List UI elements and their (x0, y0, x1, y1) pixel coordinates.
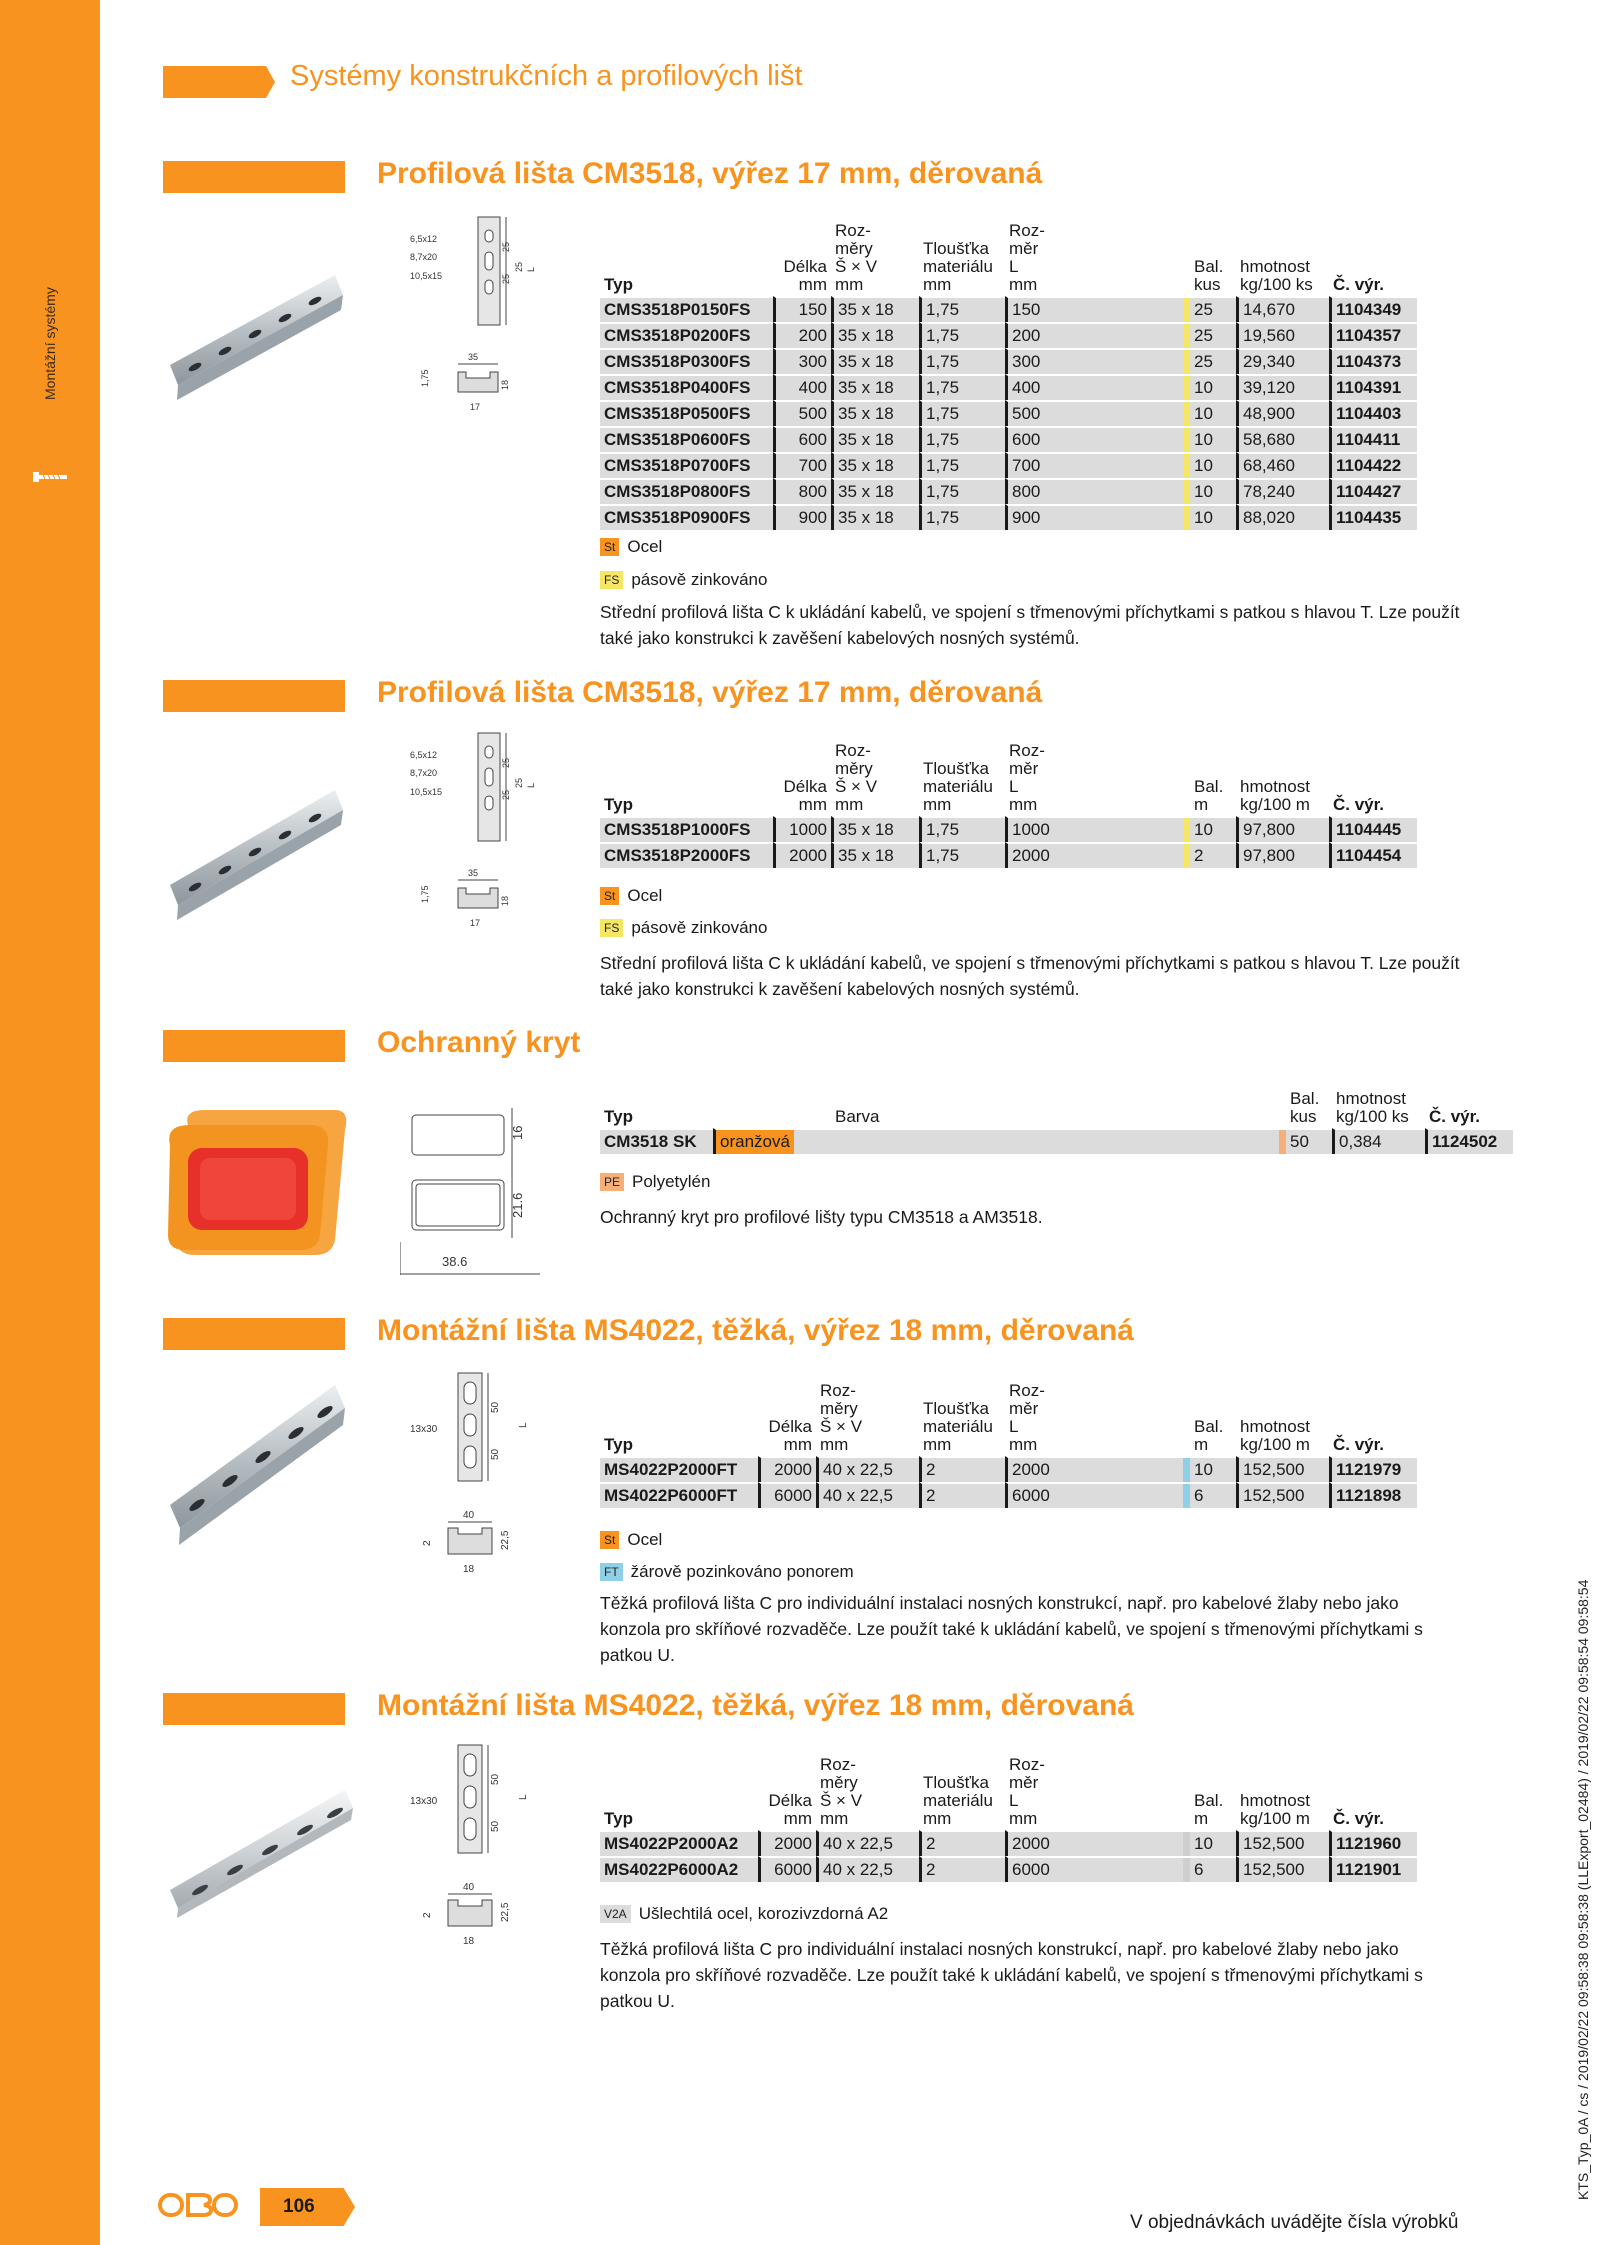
table-row (600, 1856, 1417, 1882)
table-row (600, 478, 1417, 504)
material-label: pásově zinkováno (631, 570, 768, 589)
table-row (600, 374, 1417, 400)
end-cap-technical-drawing (400, 1090, 550, 1280)
cell-article: 1104411 (1329, 426, 1417, 452)
col-length: Délka mm (768, 1791, 812, 1828)
cell-dimensions: 40 x 22,5 (816, 1856, 919, 1882)
svg-text:50: 50 (490, 1448, 501, 1460)
cell-mark (1183, 322, 1190, 348)
cell-pack: 10 (1190, 374, 1236, 400)
cell-dimensions: 35 x 18 (831, 452, 919, 478)
cell-article: 1104357 (1329, 322, 1417, 348)
cell-pack: 10 (1190, 1830, 1236, 1856)
svg-text:50: 50 (490, 1773, 501, 1785)
col-type: Typ (604, 1809, 633, 1828)
table-row (600, 842, 1417, 868)
cell-article: 1121898 (1329, 1482, 1417, 1508)
material-legend (600, 1530, 662, 1550)
svg-text:18: 18 (463, 1936, 475, 1947)
cell-mark (1183, 816, 1190, 842)
svg-text:50: 50 (490, 1820, 501, 1832)
material-label: pásově zinkováno (631, 918, 768, 937)
cell-weight: 19,560 (1236, 322, 1329, 348)
cell-thickness: 2 (919, 1456, 1005, 1482)
cell-type: MS4022P2000FT (600, 1456, 758, 1482)
cell-mark (1183, 478, 1190, 504)
rail-technical-drawing (408, 212, 543, 427)
cell-thickness: 1,75 (919, 348, 1005, 374)
svg-text:40: 40 (463, 1882, 475, 1893)
material-legend (600, 918, 767, 938)
material-label: žárově pozinkováno ponorem (630, 1562, 854, 1581)
cell-type: CMS3518P0300FS (600, 348, 773, 374)
cell-length: 2000 (758, 1830, 816, 1856)
cell-weight: 152,500 (1236, 1830, 1329, 1856)
cell-article: 1104391 (1329, 374, 1417, 400)
material-legend (600, 1904, 888, 1924)
svg-text:10,5x15: 10,5x15 (410, 271, 443, 281)
material-label: Polyetylén (632, 1172, 711, 1191)
cell-length: 200 (773, 322, 831, 348)
svg-text:8,7x20: 8,7x20 (410, 252, 438, 262)
cell-size: 6000 (1005, 1482, 1183, 1508)
svg-text:L: L (518, 1794, 529, 1800)
cell-type: CMS3518P0700FS (600, 452, 773, 478)
cell-pack: 10 (1190, 504, 1236, 530)
cell-dimensions: 35 x 18 (831, 842, 919, 868)
cell-type: CMS3518P0900FS (600, 504, 773, 530)
cell-length: 400 (773, 374, 831, 400)
table-row (600, 426, 1417, 452)
section-tab (163, 161, 345, 193)
material-legend (600, 1172, 710, 1192)
cell-type: CMS3518P0200FS (600, 322, 773, 348)
cell-mark (1183, 374, 1190, 400)
cell-type: CMS3518P0400FS (600, 374, 773, 400)
cell-size: 700 (1005, 452, 1183, 478)
cell-mark (1183, 296, 1190, 322)
col-type: Typ (604, 795, 633, 814)
cell-type: CMS3518P0600FS (600, 426, 773, 452)
svg-text:25: 25 (501, 241, 511, 252)
cell-length: 900 (773, 504, 831, 530)
col-thickness: Tloušťka materiálu mm (923, 1399, 993, 1454)
cell-mark (1183, 842, 1190, 868)
table-row (600, 296, 1417, 322)
material-label: Ocel (627, 1530, 663, 1549)
cell-thickness: 1,75 (919, 400, 1005, 426)
rail-photo (165, 270, 345, 420)
material-legend (600, 570, 767, 590)
rail-photo (165, 1380, 345, 1550)
cell-thickness: 1,75 (919, 504, 1005, 530)
cell-mark (1183, 1456, 1190, 1482)
svg-text:L: L (518, 1422, 529, 1428)
svg-text:2: 2 (422, 1540, 433, 1546)
cell-dimensions: 35 x 18 (831, 296, 919, 322)
material-code: St (600, 538, 619, 556)
obo-logo (158, 2192, 238, 2218)
col-size: Roz- měr L mm (1009, 1755, 1045, 1828)
cell-type: MS4022P2000A2 (600, 1830, 758, 1856)
product-table (600, 1090, 1513, 1154)
product-description: Střední profilová lišta C k ukládání kabelů, ve spojení s třmenovými příchytkami s patkou s hlavou T. Lze použít také jako konstrukci k zavěšení kabelových nosných systémů. (600, 953, 1460, 999)
material-code: V2A (600, 1905, 631, 1923)
section-title: Montážní lišta MS4022, těžká, výřez 18 mm, děrovaná (377, 1314, 1134, 1347)
product-description: Těžká profilová lišta C pro individuální instalaci nosných konstrukcí, např. pro kabelové žlaby nebo jako konzola pro skříňové rozvaděče. Lze použít také k ukládání kabelů, ve spojení s třmenovými příchytkami s patkou U. (600, 1939, 1423, 2011)
col-thickness: Tloušťka materiálu mm (923, 239, 993, 294)
col-weight: hmotnost kg/100 m (1240, 777, 1310, 814)
product-table (600, 1382, 1417, 1508)
cell-weight: 97,800 (1236, 816, 1329, 842)
svg-text:35: 35 (468, 868, 479, 878)
table-row (600, 400, 1417, 426)
table-row (600, 504, 1417, 530)
header-tab (163, 66, 275, 98)
cell-dimensions: 40 x 22,5 (816, 1482, 919, 1508)
cell-thickness: 1,75 (919, 452, 1005, 478)
cell-length: 600 (773, 426, 831, 452)
table-row (600, 1830, 1417, 1856)
col-pack: Bal. kus (1194, 257, 1224, 294)
cell-article: 1104422 (1329, 452, 1417, 478)
cell-mark (1183, 452, 1190, 478)
cell-size: 2000 (1005, 1830, 1183, 1856)
section-tab (163, 680, 345, 712)
section-title: Montážní lišta MS4022, těžká, výřez 18 mm, děrovaná (377, 1689, 1134, 1722)
cell-size: 500 (1005, 400, 1183, 426)
cell-type: CMS3518P1000FS (600, 816, 773, 842)
cell-length: 150 (773, 296, 831, 322)
section-title: Profilová lišta CM3518, výřez 17 mm, děrovaná (377, 157, 1043, 190)
svg-text:6,5x12: 6,5x12 (410, 750, 438, 760)
col-weight: hmotnost kg/100 ks (1336, 1089, 1409, 1126)
product-description: Ochranný kryt pro profilové lišty typu CM3518 a AM3518. (600, 1207, 1043, 1227)
svg-text:10,5x15: 10,5x15 (410, 787, 443, 797)
cell-mark (1183, 504, 1190, 530)
col-type: Typ (604, 1107, 633, 1126)
cell-dimensions: 40 x 22,5 (816, 1830, 919, 1856)
footer-note: V objednávkách uvádějte čísla výrobků (1130, 2212, 1459, 2233)
cell-weight: 152,500 (1236, 1456, 1329, 1482)
col-thickness: Tloušťka materiálu mm (923, 759, 993, 814)
cell-mark (1183, 400, 1190, 426)
col-pack: Bal. m (1194, 1791, 1224, 1828)
cell-weight: 0,384 (1332, 1128, 1425, 1154)
cell-length: 300 (773, 348, 831, 374)
cell-article: 1104427 (1329, 478, 1417, 504)
svg-text:6,5x12: 6,5x12 (410, 234, 438, 244)
col-weight: hmotnost kg/100 m (1240, 1791, 1310, 1828)
cell-pack: 6 (1190, 1482, 1236, 1508)
cell-weight: 152,500 (1236, 1482, 1329, 1508)
cell-pack: 10 (1190, 816, 1236, 842)
col-article: Č. výr. (1429, 1107, 1481, 1126)
table-row (600, 1128, 1513, 1154)
cell-mark (1183, 1482, 1190, 1508)
cell-article: 1104445 (1329, 816, 1417, 842)
cell-pack: 6 (1190, 1856, 1236, 1882)
table-row (600, 452, 1417, 478)
cell-type: MS4022P6000FT (600, 1482, 758, 1508)
rail-technical-drawing (408, 1740, 543, 1955)
cell-dimensions: 35 x 18 (831, 478, 919, 504)
cell-article: 1104373 (1329, 348, 1417, 374)
page-header-title: Systémy konstrukčních a profilových lišt (290, 60, 803, 92)
svg-text:35: 35 (468, 352, 479, 362)
svg-text:50: 50 (490, 1401, 501, 1413)
cell-article: 1121960 (1329, 1830, 1417, 1856)
cell-length: 6000 (758, 1482, 816, 1508)
col-weight: hmotnost kg/100 ks (1240, 257, 1313, 294)
svg-text:13x30: 13x30 (410, 1796, 438, 1807)
section-tab (163, 1318, 345, 1350)
cell-mark (1183, 1830, 1190, 1856)
cell-thickness: 2 (919, 1856, 1005, 1882)
cell-weight: 39,120 (1236, 374, 1329, 400)
cell-article: 1124502 (1425, 1128, 1513, 1154)
cell-type: CMS3518P0500FS (600, 400, 773, 426)
svg-text:25: 25 (514, 777, 524, 788)
cell-size: 1000 (1005, 816, 1183, 842)
col-pack: Bal. kus (1290, 1089, 1320, 1126)
page-number: 106 (283, 2196, 315, 2217)
col-type: Typ (604, 1435, 633, 1454)
svg-text:L: L (526, 782, 536, 788)
col-color: Barva (835, 1107, 880, 1126)
cell-thickness: 2 (919, 1482, 1005, 1508)
svg-text:18: 18 (463, 1564, 475, 1575)
cell-article: 1104435 (1329, 504, 1417, 530)
cell-weight: 78,240 (1236, 478, 1329, 504)
material-legend (600, 537, 662, 557)
col-length: Délka mm (783, 257, 827, 294)
product-table (600, 1756, 1417, 1882)
svg-text:1,75: 1,75 (420, 885, 430, 903)
cell-size: 900 (1005, 504, 1183, 530)
cell-dimensions: 35 x 18 (831, 426, 919, 452)
col-size: Roz- měr L mm (1009, 221, 1045, 294)
cell-size: 300 (1005, 348, 1183, 374)
cell-weight: 48,900 (1236, 400, 1329, 426)
cell-type: CMS3518P0800FS (600, 478, 773, 504)
svg-text:38.6: 38.6 (442, 1254, 468, 1269)
material-code: St (600, 887, 619, 905)
col-size: Roz- měr L mm (1009, 741, 1045, 814)
cell-thickness: 2 (919, 1830, 1005, 1856)
svg-text:25: 25 (501, 789, 511, 800)
cell-length: 6000 (758, 1856, 816, 1882)
rail-technical-drawing (408, 728, 543, 943)
cell-thickness: 1,75 (919, 842, 1005, 868)
material-legend (600, 886, 662, 906)
cell-dimensions: 35 x 18 (831, 816, 919, 842)
svg-text:2: 2 (422, 1912, 433, 1918)
cell-article: 1121979 (1329, 1456, 1417, 1482)
cell-length: 800 (773, 478, 831, 504)
cell-length: 700 (773, 452, 831, 478)
section-title: Profilová lišta CM3518, výřez 17 mm, děrovaná (377, 676, 1043, 709)
col-dimensions: Roz- měry Š × V mm (820, 1755, 863, 1828)
cell-size: 150 (1005, 296, 1183, 322)
svg-text:25: 25 (501, 757, 511, 768)
rail-technical-drawing (408, 1368, 543, 1583)
svg-text:22,5: 22,5 (500, 1902, 511, 1922)
cell-dimensions: 35 x 18 (831, 322, 919, 348)
col-thickness: Tloušťka materiálu mm (923, 1773, 993, 1828)
table-row (600, 348, 1417, 374)
cell-pack: 10 (1190, 478, 1236, 504)
col-pack: Bal. m (1194, 777, 1224, 814)
cell-thickness: 1,75 (919, 374, 1005, 400)
svg-text:17: 17 (470, 918, 481, 928)
material-legend (600, 1562, 854, 1582)
cell-pack: 25 (1190, 322, 1236, 348)
svg-text:40: 40 (463, 1510, 475, 1521)
svg-text:25: 25 (501, 273, 511, 284)
col-dimensions: Roz- měry Š × V mm (835, 741, 878, 814)
cell-weight: 152,500 (1236, 1856, 1329, 1882)
col-length: Délka mm (783, 777, 827, 814)
table-row (600, 816, 1417, 842)
product-table (600, 222, 1417, 530)
table-row (600, 1456, 1417, 1482)
cell-weight: 29,340 (1236, 348, 1329, 374)
cell-type: CM3518 SK (600, 1128, 713, 1154)
section-tab (163, 1030, 345, 1062)
col-dimensions: Roz- měry Š × V mm (820, 1381, 863, 1454)
svg-text:16: 16 (510, 1125, 525, 1140)
cell-mark (1183, 1856, 1190, 1882)
product-table (600, 742, 1417, 868)
cell-length: 2000 (773, 842, 831, 868)
cell-article: 1104403 (1329, 400, 1417, 426)
cell-size: 2000 (1005, 842, 1183, 868)
col-type: Typ (604, 275, 633, 294)
svg-text:L: L (526, 266, 536, 272)
cell-thickness: 1,75 (919, 816, 1005, 842)
material-code: St (600, 1531, 619, 1549)
material-code: FT (600, 1563, 623, 1581)
cell-thickness: 1,75 (919, 426, 1005, 452)
cell-length: 1000 (773, 816, 831, 842)
cell-article: 1121901 (1329, 1856, 1417, 1882)
cell-thickness: 1,75 (919, 478, 1005, 504)
cell-mark (1183, 426, 1190, 452)
svg-text:21.6: 21.6 (510, 1192, 525, 1218)
table-row (600, 1482, 1417, 1508)
cell-mark (1183, 348, 1190, 374)
cell-dimensions: 40 x 22,5 (816, 1456, 919, 1482)
material-code: FS (600, 919, 623, 937)
col-article: Č. výr. (1333, 1809, 1385, 1828)
cell-dimensions: 35 x 18 (831, 400, 919, 426)
cell-pack: 10 (1190, 400, 1236, 426)
material-label: Ocel (627, 537, 663, 556)
cell-article: 1104454 (1329, 842, 1417, 868)
cell-weight: 88,020 (1236, 504, 1329, 530)
col-article: Č. výr. (1333, 275, 1385, 294)
cell-size: 6000 (1005, 1856, 1183, 1882)
cell-length: 500 (773, 400, 831, 426)
svg-text:13x30: 13x30 (410, 1424, 438, 1435)
svg-text:8,7x20: 8,7x20 (410, 768, 438, 778)
rail-photo (165, 775, 345, 925)
sidebar-label: Montážní systémy (42, 287, 58, 400)
rail-photo (165, 1780, 355, 1920)
cell-pack: 25 (1190, 348, 1236, 374)
product-description: Střední profilová lišta C k ukládání kabelů, ve spojení s třmenovými příchytkami s patkou s hlavou T. Lze použít také jako konstrukci k zavěšení kabelových nosných systémů. (600, 602, 1460, 648)
product-description: Těžká profilová lišta C pro individuální instalaci nosných konstrukcí, např. pro kabelové žlaby nebo jako konzola pro skříňové rozvaděče. Lze použít také k ukládání kabelů, ve spojení s třmenovými příchytkami s patkou U. (600, 1593, 1423, 1665)
cell-dimensions: 35 x 18 (831, 504, 919, 530)
cell-pack: 2 (1190, 842, 1236, 868)
cell-weight: 97,800 (1236, 842, 1329, 868)
svg-text:22,5: 22,5 (500, 1530, 511, 1550)
col-article: Č. výr. (1333, 795, 1385, 814)
print-metadata: KTS_Typ_0A / cs / 2019/02/22 09:58:38 09:58:38 (LLExport_02484) / 2019/02/22 09:58:54 09:58:54 (1575, 1579, 1591, 2200)
cell-article: 1104349 (1329, 296, 1417, 322)
col-size: Roz- měr L mm (1009, 1381, 1045, 1454)
col-length: Délka mm (768, 1417, 812, 1454)
material-label: Ocel (627, 886, 663, 905)
cell-pack: 10 (1190, 452, 1236, 478)
section-title: Ochranný kryt (377, 1026, 581, 1059)
cell-pack: 25 (1190, 296, 1236, 322)
cell-pack: 10 (1190, 426, 1236, 452)
cell-type: CMS3518P0150FS (600, 296, 773, 322)
table-row (600, 322, 1417, 348)
cell-thickness: 1,75 (919, 296, 1005, 322)
cell-dimensions: 35 x 18 (831, 374, 919, 400)
cell-pack: 50 (1286, 1128, 1332, 1154)
cell-thickness: 1,75 (919, 322, 1005, 348)
col-pack: Bal. m (1194, 1417, 1224, 1454)
material-code: PE (600, 1173, 624, 1191)
cell-size: 2000 (1005, 1456, 1183, 1482)
cell-weight: 68,460 (1236, 452, 1329, 478)
col-dimensions: Roz- měry Š × V mm (835, 221, 878, 294)
material-label: Ušlechtilá ocel, korozivzdorná A2 (638, 1904, 889, 1923)
svg-text:18: 18 (500, 895, 510, 906)
cell-length: 2000 (758, 1456, 816, 1482)
svg-text:17: 17 (470, 402, 481, 412)
end-cap-photo (160, 1100, 350, 1260)
material-code: FS (600, 571, 623, 589)
cell-size: 800 (1005, 478, 1183, 504)
cell-weight: 14,670 (1236, 296, 1329, 322)
svg-text:18: 18 (500, 379, 510, 390)
cell-pack: 10 (1190, 1456, 1236, 1482)
col-weight: hmotnost kg/100 m (1240, 1417, 1310, 1454)
svg-text:25: 25 (514, 261, 524, 272)
screw-icon (33, 470, 69, 484)
cell-size: 600 (1005, 426, 1183, 452)
cell-dimensions: 35 x 18 (831, 348, 919, 374)
cell-type: MS4022P6000A2 (600, 1856, 758, 1882)
cell-size: 400 (1005, 374, 1183, 400)
svg-text:1,75: 1,75 (420, 369, 430, 387)
cell-color: oranžová (713, 1128, 1279, 1154)
col-article: Č. výr. (1333, 1435, 1385, 1454)
cell-size: 200 (1005, 322, 1183, 348)
cell-type: CMS3518P2000FS (600, 842, 773, 868)
cell-weight: 58,680 (1236, 426, 1329, 452)
section-tab (163, 1693, 345, 1725)
